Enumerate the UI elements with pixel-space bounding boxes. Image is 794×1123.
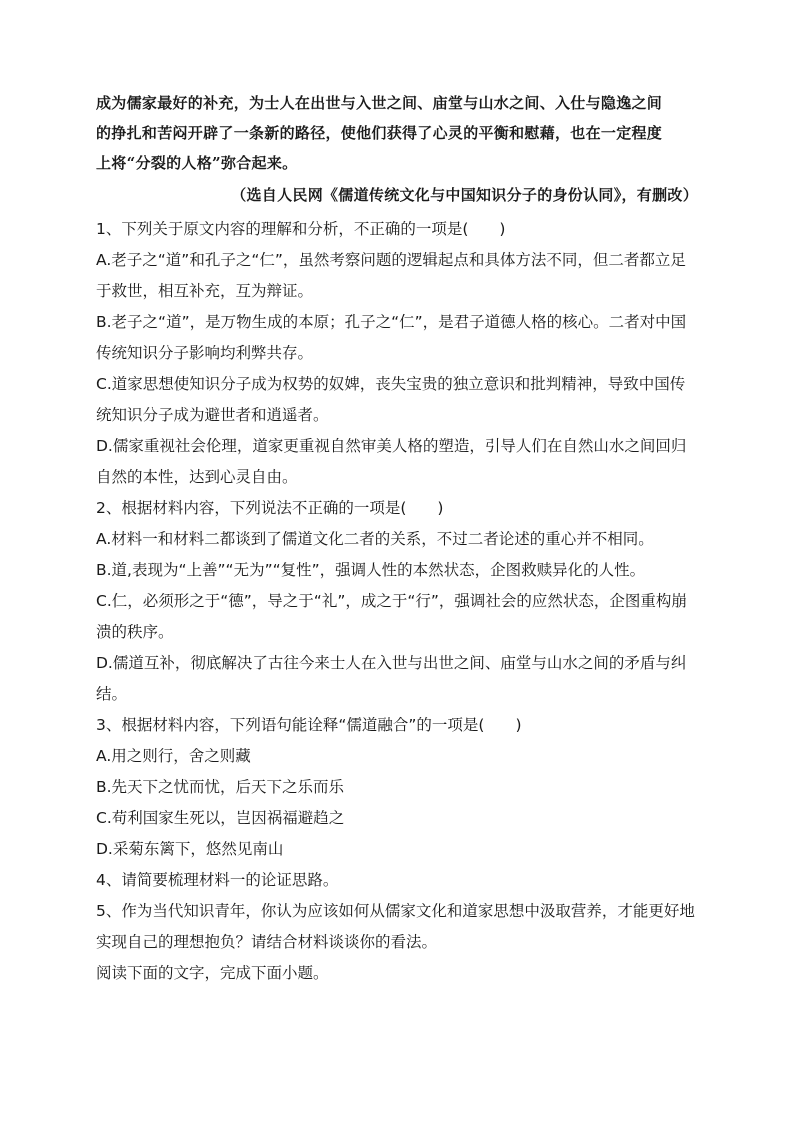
source-citation: （选自人民网《儒道传统文化与中国知识分子的身份认同》，有删改） bbox=[231, 186, 698, 204]
question-2 bbox=[96, 493, 698, 710]
reading-instruction: 阅读下面的文字，完成下面小题。 bbox=[96, 964, 329, 982]
option-a: A.材料一和材料二都谈到了儒道文化二者的关系，不过二者论述的重心并不相同。 bbox=[96, 530, 654, 548]
option-d: D.儒道互补，彻底解决了古往今来士人在入世与出世之间、庙堂与山水之间的矛盾与纠结。 bbox=[96, 654, 687, 703]
question-stem: 1、下列关于原文内容的理解和分析，不正确的一项是( ) bbox=[96, 220, 506, 238]
document-page bbox=[96, 88, 698, 989]
option-c: C.道家思想使知识分子成为权势的奴婢，丧失宝贵的独立意识和批判精神，导致中国传统知识分子成为避世者和逍遥者。 bbox=[96, 375, 686, 424]
option-c: C.苟利国家生死以，岂因祸福避趋之 bbox=[96, 809, 345, 827]
question-list bbox=[96, 214, 698, 989]
question-stem: 4、请简要梳理材料一的论证思路。 bbox=[96, 871, 339, 889]
question-5 bbox=[96, 896, 698, 958]
question-stem: 3、根据材料内容，下列语句能诠释“儒道融合”的一项是( ) bbox=[96, 716, 522, 734]
option-d: D.儒家重视社会伦理，道家更重视自然审美人格的塑造，引导人们在自然山水之间回归自然的本性，达到心灵自由。 bbox=[96, 437, 687, 486]
option-a: A.老子之“道”和孔子之“仁”，虽然考察问题的逻辑起点和具体方法不同，但二者都立足于救世，相互补充，互为辩证。 bbox=[96, 251, 686, 300]
question-3 bbox=[96, 710, 698, 865]
option-a: A.用之则行，舍之则藏 bbox=[96, 747, 251, 765]
intro-line: 的挣扎和苦闷开辟了一条新的路径，使他们获得了心灵的平衡和慰藉，也在一定程度 bbox=[96, 124, 663, 142]
option-b: B.老子之“道”，是万物生成的本原；孔子之“仁”，是君子道德人格的核心。二者对中国传统知识分子影响均利弊共存。 bbox=[96, 313, 687, 362]
option-b: B.道,表现为“上善”“无为”“复性”，强调人性的本然状态，企图救赎异化的人性。 bbox=[96, 561, 646, 579]
question-1 bbox=[96, 214, 698, 493]
question-stem: 5、作为当代知识青年，你认为应该如何从儒家文化和道家思想中汲取营养，才能更好地实现自己的理想抱负？请结合材料谈谈你的看法。 bbox=[96, 902, 695, 951]
intro-line: 上将“分裂的人格”弥合起来。 bbox=[96, 154, 298, 172]
option-b: B.先天下之忧而忧，后天下之乐而乐 bbox=[96, 778, 345, 796]
question-4 bbox=[96, 865, 698, 896]
intro-passage bbox=[96, 88, 698, 210]
option-c: C.仁，必须形之于“德”，导之于“礼”，成之于“行”，强调社会的应然状态，企图重构崩溃的秩序。 bbox=[96, 592, 687, 641]
intro-line: 成为儒家最好的补充，为士人在出世与入世之间、庙堂与山水之间、入仕与隐逸之间 bbox=[96, 94, 663, 112]
option-d: D.采菊东篱下，悠然见南山 bbox=[96, 840, 284, 858]
question-stem: 2、根据材料内容，下列说法不正确的一项是( ) bbox=[96, 499, 444, 517]
